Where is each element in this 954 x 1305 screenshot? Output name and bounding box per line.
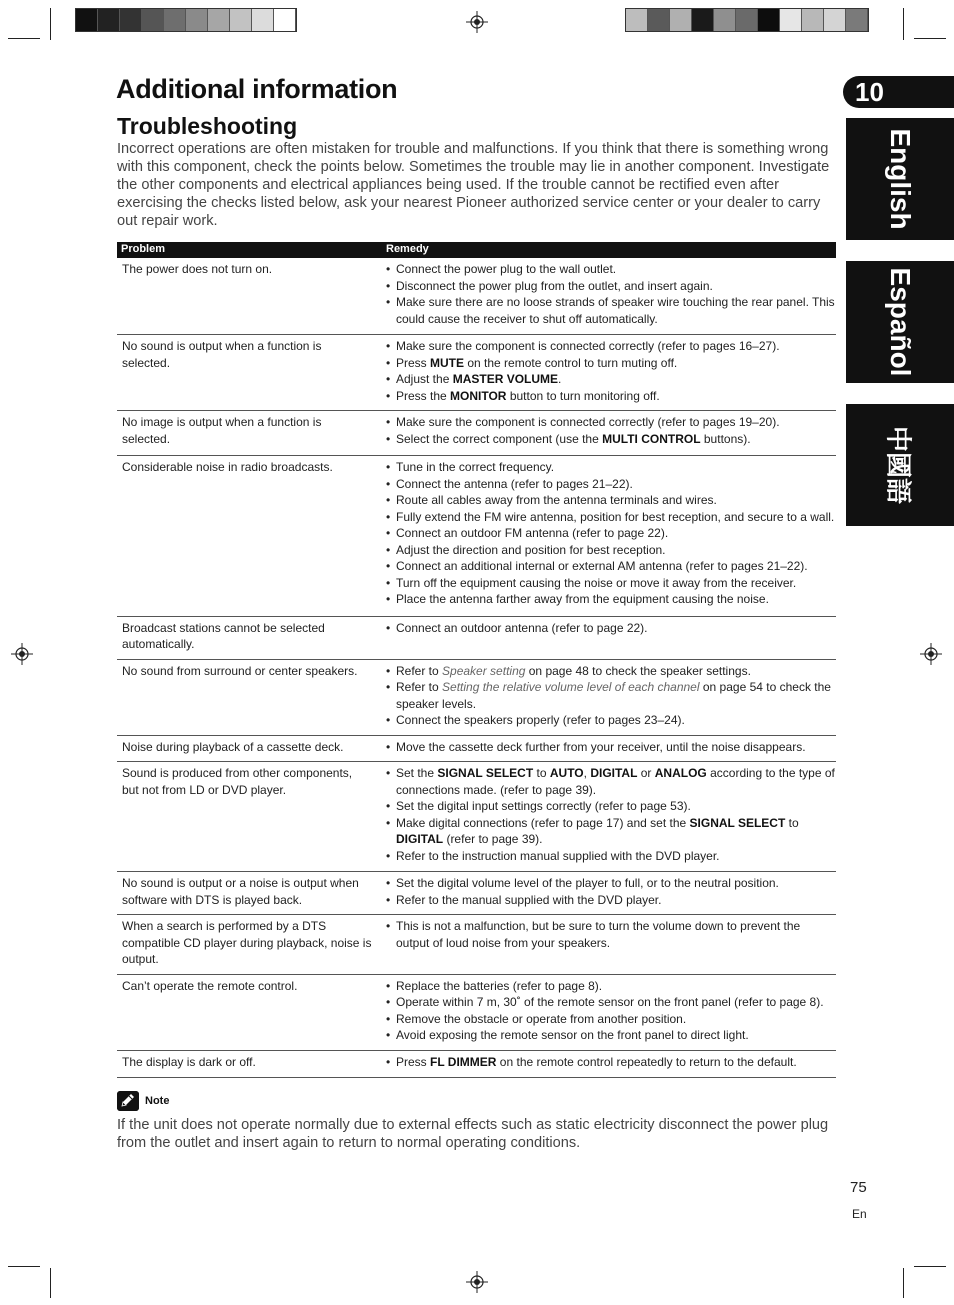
bullet-icon: •: [386, 575, 391, 590]
note-label: Note: [145, 1095, 170, 1107]
remedy-text: to: [533, 766, 550, 780]
color-swatch: [164, 9, 186, 31]
remedy-text: Set the digital input settings correctly (refer to page 53).: [396, 799, 691, 813]
table-header: [117, 242, 836, 258]
remedy-item: [386, 798, 836, 815]
color-swatch: [846, 9, 868, 31]
control-name: MUTE: [430, 355, 465, 370]
remedy-text: to: [785, 815, 799, 830]
problem-cell: No sound is output when a function is selected.: [122, 339, 322, 370]
remedy-item: [386, 476, 836, 493]
bullet-icon: •: [386, 978, 391, 993]
table-row: [117, 456, 836, 617]
bullet-icon: •: [386, 460, 391, 474]
table-row: [117, 872, 836, 915]
remedy-cell: [377, 258, 836, 327]
color-swatch: [230, 9, 252, 31]
remedy-text: Operate within 7 m, 30˚ of the remote sensor on the front panel (refer to page 8).: [396, 995, 824, 1009]
control-name: DIGITAL: [396, 832, 444, 846]
chapter-number: 10: [855, 77, 884, 107]
bullet-icon: •: [386, 1011, 391, 1026]
remedy-text: Tune in the correct frequency.: [396, 460, 555, 474]
remedy-item: [386, 848, 836, 865]
bullet-icon: •: [386, 713, 391, 727]
page-number: 75: [850, 1179, 867, 1196]
section-reference: Speaker setting: [442, 663, 526, 678]
remedy-item: [386, 663, 836, 680]
color-swatch: [208, 9, 230, 31]
remedy-item: [386, 459, 836, 476]
bullet-icon: •: [386, 995, 391, 1009]
remedy-cell: [377, 872, 836, 908]
remedy-item: [386, 978, 836, 995]
remedy-item: [386, 509, 836, 526]
control-name: MASTER VOLUME: [452, 372, 559, 386]
table-row: [117, 617, 836, 660]
note-text: If the unit does not operate normally due to external effects such as static electricity disconnect the power plug from the outlet and insert again to return to normal operating conditions.: [117, 1117, 829, 1151]
registration-mark-icon: [11, 643, 33, 665]
problem-cell: The display is dark or off.: [122, 1054, 256, 1069]
table-row: [117, 411, 836, 456]
crop-mark: [903, 8, 904, 40]
remedy-item: [386, 1027, 836, 1044]
remedy-item: [386, 492, 836, 509]
remedy-item: [386, 712, 836, 729]
bullet-icon: •: [386, 493, 391, 507]
remedy-text: Set the: [396, 766, 438, 780]
color-bar-left: [75, 8, 297, 32]
remedy-item: [386, 1054, 836, 1071]
remedy-text: Connect the power plug to the wall outlet.: [396, 262, 617, 276]
remedy-cell: [377, 1051, 836, 1071]
bullet-icon: •: [386, 876, 391, 890]
table-row: [117, 915, 836, 975]
remedy-text: Connect an outdoor antenna (refer to page 22).: [396, 620, 648, 635]
bullet-icon: •: [386, 680, 391, 694]
remedy-item: [386, 338, 836, 355]
section-heading: Troubleshooting: [117, 113, 298, 139]
page-language-code: En: [852, 1207, 867, 1221]
color-swatch: [626, 9, 648, 31]
bullet-icon: •: [386, 663, 391, 678]
control-name: MULTI CONTROL: [602, 431, 701, 446]
crop-mark: [903, 1268, 904, 1298]
remedy-item: [386, 388, 836, 405]
table-body: [117, 258, 836, 1078]
remedy-item: [386, 575, 836, 592]
language-tab-label: 中國語: [883, 425, 914, 505]
remedy-cell: [377, 762, 836, 864]
remedy-text: Connect the speakers properly (refer to pages 23–24).: [396, 713, 685, 727]
crop-mark: [8, 1266, 40, 1267]
pencil-note-icon: [117, 1091, 139, 1111]
control-name: AUTO: [549, 766, 584, 780]
remedy-text: ,: [583, 766, 591, 780]
color-swatch: [736, 9, 758, 31]
remedy-text: .: [558, 372, 562, 386]
remedy-text: This is not a malfunction, but be sure to turn the volume down to prevent the output of loud noise from your speakers.: [396, 919, 801, 950]
remedy-item: [386, 918, 836, 951]
control-name: DIGITAL: [590, 766, 638, 780]
remedy-text: on page 54 to check the speaker levels.: [396, 680, 831, 711]
remedy-cell: [377, 736, 836, 756]
crop-mark: [50, 8, 51, 40]
remedy-text: Connect an additional internal or external AM antenna (refer to pages 21–22).: [396, 559, 808, 573]
chapter-tab: [843, 76, 954, 108]
remedy-item: [386, 558, 836, 575]
problem-cell: Sound is produced from other components, but not from LD or DVD player.: [122, 766, 353, 797]
remedy-cell: [377, 660, 836, 729]
color-swatch: [186, 9, 208, 31]
bullet-icon: •: [386, 1028, 391, 1042]
bullet-icon: •: [386, 355, 391, 370]
color-swatch: [802, 9, 824, 31]
remedy-text: according to the type of connections made. (refer to page 39).: [396, 766, 835, 797]
table-row: [117, 258, 836, 335]
problem-cell: No sound from surround or center speakers.: [122, 663, 358, 678]
bullet-icon: •: [386, 559, 391, 573]
bullet-icon: •: [386, 620, 391, 635]
remedy-item: [386, 892, 836, 909]
language-tab-english: [846, 118, 954, 240]
remedy-text: on page 48 to check the speaker settings.: [525, 663, 751, 678]
remedy-item: [386, 1011, 836, 1028]
remedy-text: Fully extend the FM wire antenna, position for best reception, and secure to a wall.: [396, 509, 835, 524]
bullet-icon: •: [386, 509, 391, 524]
remedy-text: or: [637, 766, 655, 780]
color-swatch: [714, 9, 736, 31]
bullet-icon: •: [386, 262, 391, 276]
remedy-item: [386, 278, 836, 295]
intro-paragraph: Incorrect operations are often mistaken for trouble and malfunctions. If you think that there is something wrong with this component, check the points below. Sometimes the trouble may lie in another component. Investigate the other components and electrical appliances being used. If the trouble cannot be rectified even after exercising the checks listed below, ask your nearest Pioneer authorized service center or your dealer to carry out repair work.: [117, 141, 830, 229]
remedy-item: [386, 525, 836, 542]
bullet-icon: •: [386, 739, 391, 754]
remedy-text: (refer to page 39).: [443, 832, 543, 846]
remedy-text: button to turn monitoring off.: [506, 388, 660, 403]
remedy-text: Refer to the instruction manual supplied with the DVD player.: [396, 848, 720, 863]
remedy-item: [386, 620, 836, 637]
color-bar-right: [625, 8, 869, 32]
column-header-problem: Problem: [121, 243, 166, 255]
bullet-icon: •: [386, 476, 391, 491]
remedy-text: Make digital connections (refer to page 17) and set the: [396, 815, 690, 830]
problem-cell: When a search is performed by a DTS compatible CD player during playback, noise is output.: [122, 919, 372, 966]
remedy-text: Refer to the manual supplied with the DVD player.: [396, 892, 662, 907]
bullet-icon: •: [386, 1054, 391, 1069]
remedy-text: Disconnect the power plug from the outlet, and insert again.: [396, 278, 713, 293]
bullet-icon: •: [386, 388, 391, 403]
remedy-text: Refer to: [396, 680, 443, 694]
bullet-icon: •: [386, 372, 391, 386]
remedy-text: Press: [396, 355, 431, 370]
color-swatch: [692, 9, 714, 31]
bullet-icon: •: [386, 278, 391, 293]
remedy-text: Make sure there are no loose strands of speaker wire touching the rear panel. This could cause the receiver to shut off automatically.: [396, 295, 835, 326]
remedy-text: Press: [396, 1054, 431, 1069]
remedy-text: Refer to: [396, 663, 443, 678]
remedy-item: [386, 739, 836, 756]
color-swatch: [252, 9, 274, 31]
remedy-cell: [377, 915, 836, 968]
color-swatch: [142, 9, 164, 31]
remedy-item: [386, 294, 836, 327]
remedy-item: [386, 355, 836, 372]
remedy-text: Route all cables away from the antenna terminals and wires.: [396, 493, 717, 507]
language-tab-chinese: [846, 404, 954, 526]
bullet-icon: •: [386, 766, 391, 780]
table-row: [117, 736, 836, 763]
registration-mark-icon: [466, 11, 488, 33]
color-swatch: [758, 9, 780, 31]
control-name: FL DIMMER: [430, 1054, 497, 1069]
remedy-text: Press the: [396, 388, 451, 403]
remedy-cell: [377, 617, 836, 653]
control-name: MONITOR: [450, 388, 507, 403]
bullet-icon: •: [386, 848, 391, 863]
remedy-item: [386, 431, 836, 448]
remedy-text: Make sure the component is connected correctly (refer to pages 16–27).: [396, 339, 780, 353]
page-title: Additional information: [116, 74, 398, 104]
table-row: [117, 762, 836, 872]
remedy-text: Select the correct component (use the: [396, 431, 603, 446]
remedy-cell: [377, 411, 836, 447]
problem-cell: No sound is output or a noise is output when software with DTS is played back.: [122, 876, 359, 907]
bullet-icon: •: [386, 431, 391, 446]
problem-cell: Noise during playback of a cassette deck.: [122, 739, 344, 754]
color-swatch: [98, 9, 120, 31]
remedy-text: buttons).: [700, 431, 751, 446]
color-swatch: [76, 9, 98, 31]
section-reference: Setting the relative volume level of each channel: [442, 680, 700, 694]
table-row: [117, 660, 836, 736]
remedy-text: Adjust the: [396, 372, 453, 386]
bullet-icon: •: [386, 415, 391, 429]
color-swatch: [648, 9, 670, 31]
remedy-text: Connect an outdoor FM antenna (refer to page 22).: [396, 526, 669, 540]
remedy-text: Turn off the equipment causing the noise or move it away from the receiver.: [396, 575, 797, 590]
remedy-text: on the remote control to turn muting off.: [464, 355, 678, 370]
bullet-icon: •: [386, 592, 391, 606]
remedy-text: Connect the antenna (refer to pages 21–22).: [396, 476, 633, 491]
remedy-text: Avoid exposing the remote sensor on the front panel to direct light.: [396, 1028, 749, 1042]
language-tab-label: English: [885, 128, 916, 230]
remedy-item: [386, 414, 836, 431]
remedy-text: Set the digital volume level of the player to full, or to the neutral position.: [396, 876, 779, 890]
control-name: SIGNAL SELECT: [689, 815, 786, 830]
remedy-text: Make sure the component is connected correctly (refer to pages 19–20).: [396, 415, 780, 429]
problem-cell: No image is output when a function is selected.: [122, 415, 322, 446]
remedy-cell: [377, 456, 836, 608]
problem-cell: Can’t operate the remote control.: [122, 978, 298, 993]
remedy-item: [386, 261, 836, 278]
control-name: SIGNAL SELECT: [437, 766, 534, 780]
bullet-icon: •: [386, 892, 391, 907]
remedy-item: [386, 765, 836, 798]
control-name: ANALOG: [654, 766, 707, 780]
remedy-cell: [377, 975, 836, 1044]
bullet-icon: •: [386, 339, 391, 353]
bullet-icon: •: [386, 542, 391, 557]
bullet-icon: •: [386, 815, 391, 830]
color-swatch: [780, 9, 802, 31]
language-tab-label: Español: [885, 267, 916, 377]
crop-mark: [914, 38, 946, 39]
bullet-icon: •: [386, 526, 391, 540]
remedy-item: [386, 875, 836, 892]
remedy-cell: [377, 335, 836, 404]
remedy-text: Move the cassette deck further from your receiver, until the noise disappears.: [396, 739, 806, 754]
crop-mark: [8, 38, 40, 39]
table-row: [117, 975, 836, 1051]
color-swatch: [120, 9, 142, 31]
column-header-remedy: Remedy: [386, 243, 429, 255]
problem-cell: Considerable noise in radio broadcasts.: [122, 460, 333, 474]
bullet-icon: •: [386, 919, 391, 933]
crop-mark: [914, 1266, 946, 1267]
bullet-icon: •: [386, 295, 391, 309]
remedy-text: Place the antenna farther away from the equipment causing the noise.: [396, 592, 769, 606]
table-row: [117, 1051, 836, 1079]
remedy-item: [386, 815, 836, 848]
troubleshooting-table: [117, 242, 836, 1078]
remedy-item: [386, 542, 836, 559]
registration-mark-icon: [466, 1271, 488, 1293]
problem-cell: Broadcast stations cannot be selected automatically.: [122, 620, 325, 651]
bullet-icon: •: [386, 799, 391, 813]
registration-mark-icon: [920, 643, 942, 665]
remedy-item: [386, 591, 836, 608]
color-swatch: [274, 9, 296, 31]
remedy-text: Replace the batteries (refer to page 8).: [396, 978, 603, 993]
problem-cell: The power does not turn on.: [122, 262, 273, 276]
remedy-item: [386, 371, 836, 388]
table-row: [117, 335, 836, 411]
color-swatch: [670, 9, 692, 31]
language-tab-spanish: [846, 261, 954, 383]
remedy-text: on the remote control repeatedly to return to the default.: [496, 1054, 797, 1069]
remedy-item: [386, 994, 836, 1011]
remedy-text: Remove the obstacle or operate from another position.: [396, 1011, 687, 1026]
remedy-item: [386, 679, 836, 712]
remedy-text: Adjust the direction and position for best reception.: [396, 542, 666, 557]
color-swatch: [824, 9, 846, 31]
crop-mark: [50, 1268, 51, 1298]
